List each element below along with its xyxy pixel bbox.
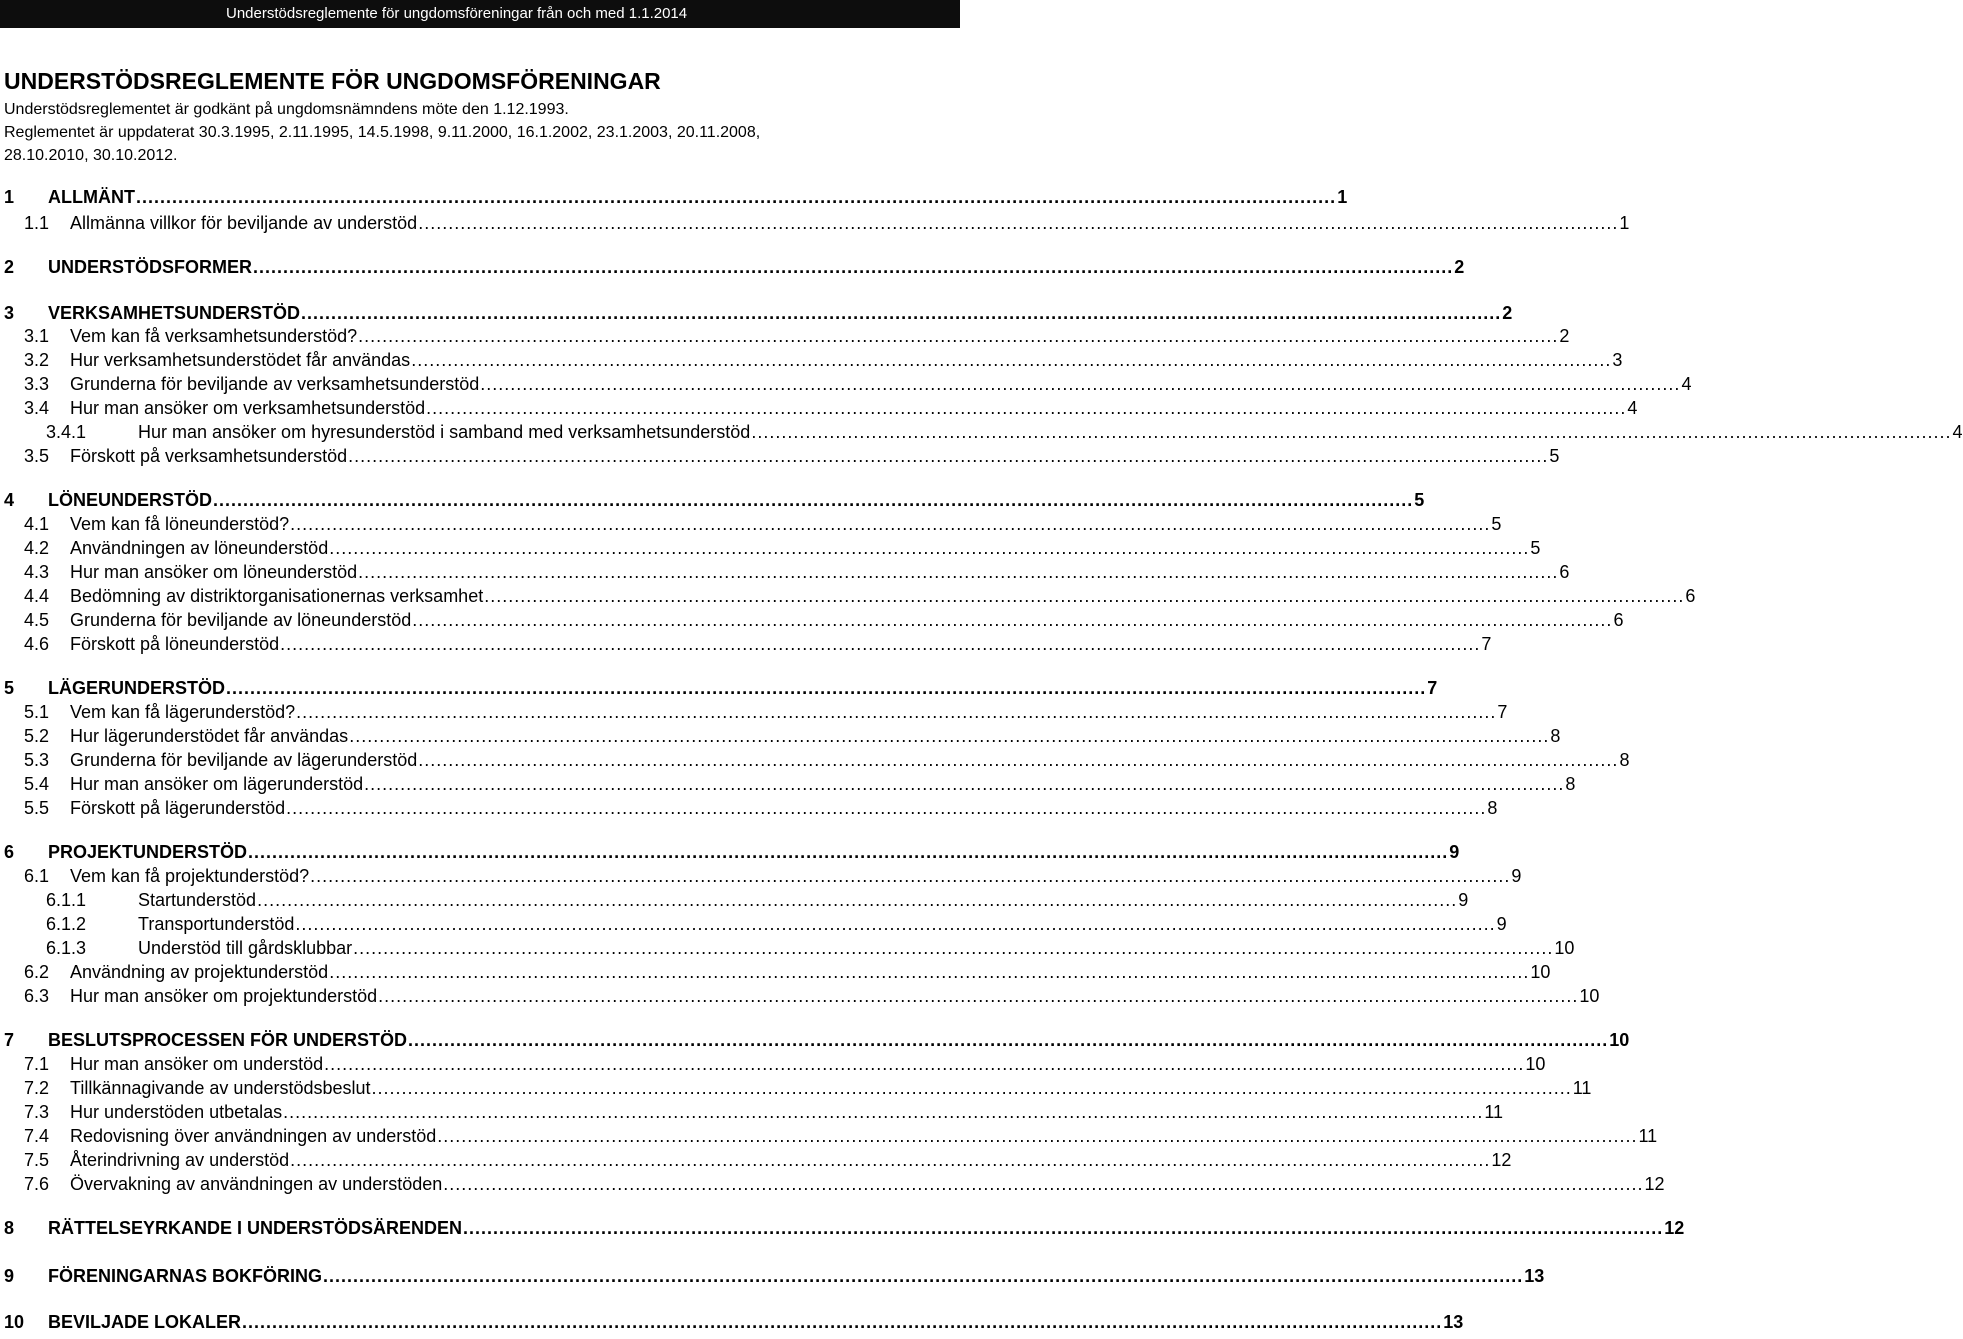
- toc-entry-title: Vem kan få löneunderstöd?: [70, 514, 290, 534]
- toc-entry-page: 5: [1549, 446, 1560, 466]
- toc-entry-title: BEVILJADE LOKALER: [48, 1312, 242, 1332]
- toc-entry-number: 3: [4, 303, 15, 323]
- toc-entry-number: 2: [4, 257, 15, 277]
- toc-entry-page: 9: [1449, 842, 1460, 862]
- toc-entry-number: 1.1: [24, 213, 50, 233]
- toc-dot-leader: ........................................................................................................................................................................................................: [348, 446, 1549, 466]
- toc-entry-number: 6.1.1: [46, 890, 87, 910]
- toc-entry-title: Hur understöden utbetalas: [70, 1102, 283, 1122]
- update-note-continued: 28.10.2010, 30.10.2012.: [4, 147, 178, 164]
- toc-entry-title: Redovisning över användningen av understöd: [70, 1126, 437, 1146]
- toc-dot-leader: ........................................................................................................................................................................................................: [371, 1078, 1572, 1098]
- toc-entry-title: Bedömning av distriktorganisationernas verksamhet: [70, 586, 484, 606]
- toc-entry-number: 10: [4, 1312, 25, 1332]
- toc-dot-leader: ........................................................................................................................................................................................................: [226, 678, 1427, 698]
- toc-entry-title: Vem kan få projektunderstöd?: [70, 866, 310, 886]
- toc-entry-page: 10: [1579, 986, 1600, 1006]
- toc-entry-page: 8: [1550, 726, 1561, 746]
- toc-dot-leader: ........................................................................................................................................................................................................: [329, 538, 1530, 558]
- toc-entry[interactable]: [0, 349, 1623, 371]
- toc-entry-title: Förskott på lägerunderstöd: [70, 798, 286, 818]
- toc-entry-number: 4: [4, 490, 15, 510]
- toc-entry-number: 5.5: [24, 798, 50, 818]
- toc-entry-title: VERKSAMHETSUNDERSTÖD: [48, 303, 301, 323]
- toc-entry-page: 8: [1565, 774, 1576, 794]
- toc-entry[interactable]: [0, 212, 1630, 234]
- approval-note: Understödsreglementet är godkänt på ungdomsnämndens möte den 1.12.1993.: [4, 101, 569, 118]
- toc-entry-number: 6: [4, 842, 15, 862]
- toc-entry-title: Förskott på löneunderstöd: [70, 634, 280, 654]
- toc-entry[interactable]: [0, 186, 1348, 208]
- toc-dot-leader: ........................................................................................................................................................................................................: [296, 702, 1497, 722]
- toc-entry-title: Hur man ansöker om projektunderstöd: [70, 986, 378, 1006]
- toc-dot-leader: ........................................................................................................................................................................................................: [463, 1218, 1664, 1238]
- toc-entry-title: LÖNEUNDERSTÖD: [48, 490, 213, 510]
- toc-entry-number: 8: [4, 1218, 15, 1238]
- toc-entry-page: 4: [1681, 374, 1692, 394]
- toc-entry-page: 13: [1524, 1266, 1545, 1286]
- toc-dot-leader: ........................................................................................................................................................................................................: [349, 726, 1550, 746]
- toc-entry-page: 9: [1496, 914, 1507, 934]
- toc-entry[interactable]: [0, 537, 1541, 559]
- toc-dot-leader: ........................................................................................................................................................................................................: [257, 890, 1458, 910]
- toc-dot-leader: ........................................................................................................................................................................................................: [480, 374, 1681, 394]
- toc-dot-leader: ........................................................................................................................................................................................................: [323, 1266, 1524, 1286]
- toc-entry[interactable]: [0, 913, 1507, 935]
- toc-dot-leader: ........................................................................................................................................................................................................: [248, 842, 1449, 862]
- toc-entry-page: 11: [1484, 1102, 1504, 1122]
- running-header-title: Understödsreglemente för ungdomsföreningar från och med 1.1.2014: [226, 5, 688, 22]
- toc-entry-title: Hur man ansöker om understöd: [70, 1054, 324, 1074]
- toc-entry-number: 6.1.2: [46, 914, 87, 934]
- toc-entry-page: 11: [1638, 1126, 1658, 1146]
- toc-entry-number: 5.4: [24, 774, 50, 794]
- toc-entry-title: Startunderstöd: [138, 890, 257, 910]
- toc-entry-number: 7.4: [24, 1126, 50, 1146]
- toc-entry-page: 3: [1612, 350, 1623, 370]
- toc-entry-page: 8: [1487, 798, 1498, 818]
- toc-entry-number: 7.5: [24, 1150, 50, 1170]
- toc-entry-page: 11: [1572, 1078, 1592, 1098]
- toc-entry[interactable]: [0, 725, 1561, 747]
- toc-entry[interactable]: [0, 1265, 1545, 1287]
- toc-dot-leader: ........................................................................................................................................................................................................: [353, 938, 1554, 958]
- toc-dot-leader: ........................................................................................................................................................................................................: [408, 1030, 1609, 1050]
- toc-entry[interactable]: [0, 773, 1576, 795]
- toc-entry-number: 4.2: [24, 538, 50, 558]
- toc-entry-page: 9: [1458, 890, 1469, 910]
- toc-entry-number: 3.4.1: [46, 422, 87, 442]
- toc-entry[interactable]: [0, 561, 1570, 583]
- toc-entry-title: Användning av projektunderstöd: [70, 962, 329, 982]
- toc-entry-number: 3.4: [24, 398, 50, 418]
- toc-dot-leader: ........................................................................................................................................................................................................: [329, 962, 1530, 982]
- toc-entry-page: 10: [1525, 1054, 1546, 1074]
- toc-entry-page: 12: [1664, 1218, 1685, 1238]
- toc-entry-title: Grunderna för beviljande av löneunderstöd: [70, 610, 412, 630]
- toc-entry-page: 4: [1627, 398, 1638, 418]
- toc-dot-leader: ........................................................................................................................................................................................................: [253, 257, 1454, 277]
- toc-entry[interactable]: [0, 489, 1425, 511]
- toc-dot-leader: ........................................................................................................................................................................................................: [443, 1174, 1644, 1194]
- toc-entry-page: 2: [1502, 303, 1513, 323]
- toc-entry-title: Hur man ansöker om lägerunderstöd: [70, 774, 364, 794]
- toc-entry-title: Hur man ansöker om verksamhetsunderstöd: [70, 398, 426, 418]
- toc-entry[interactable]: [0, 1125, 1658, 1147]
- toc-dot-leader: ........................................................................................................................................................................................................: [426, 398, 1627, 418]
- toc-entry-page: 9: [1511, 866, 1522, 886]
- toc-entry-page: 5: [1530, 538, 1541, 558]
- toc-entry-page: 1: [1619, 213, 1630, 233]
- toc-entry[interactable]: [0, 445, 1560, 467]
- toc-entry[interactable]: [0, 585, 1696, 607]
- toc-entry-number: 3.1: [24, 326, 50, 346]
- toc-entry-number: 3.5: [24, 446, 50, 466]
- toc-entry-number: 6.1.3: [46, 938, 87, 958]
- toc-entry[interactable]: [0, 749, 1630, 771]
- toc-entry-number: 6.3: [24, 986, 50, 1006]
- toc-entry-number: 5.2: [24, 726, 50, 746]
- toc-entry-title: Hur man ansöker om löneunderstöd: [70, 562, 358, 582]
- toc-entry-page: 2: [1454, 257, 1465, 277]
- toc-entry-page: 8: [1619, 750, 1630, 770]
- toc-entry[interactable]: [0, 841, 1460, 863]
- toc-entry[interactable]: [0, 797, 1498, 819]
- toc-entry-page: 10: [1554, 938, 1575, 958]
- toc-entry[interactable]: [0, 421, 1963, 443]
- toc-entry-page: 7: [1497, 702, 1508, 722]
- document-title: UNDERSTÖDSREGLEMENTE FÖR UNGDOMSFÖRENINGAR: [4, 68, 661, 94]
- toc-dot-leader: ........................................................................................................................................................................................................: [437, 1126, 1638, 1146]
- toc-dot-leader: ........................................................................................................................................................................................................: [358, 326, 1559, 346]
- toc-entry[interactable]: [0, 985, 1600, 1007]
- toc-entry-number: 5.1: [24, 702, 50, 722]
- toc-dot-leader: ........................................................................................................................................................................................................: [280, 634, 1481, 654]
- toc-entry[interactable]: [0, 1101, 1504, 1123]
- toc-entry-title: LÄGERUNDERSTÖD: [48, 678, 226, 698]
- toc-dot-leader: ........................................................................................................................................................................................................: [242, 1312, 1443, 1332]
- toc-entry[interactable]: [0, 513, 1502, 535]
- toc-entry-title: Transportunderstöd: [138, 914, 295, 934]
- toc-dot-leader: ........................................................................................................................................................................................................: [751, 422, 1952, 442]
- toc-entry-page: 6: [1559, 562, 1570, 582]
- toc-entry[interactable]: [0, 1149, 1512, 1171]
- toc-entry-number: 7.2: [24, 1078, 50, 1098]
- toc-entry[interactable]: [0, 633, 1492, 655]
- toc-entry-title: Grunderna för beviljande av verksamhetsunderstöd: [70, 374, 480, 394]
- toc-entry-number: 7.3: [24, 1102, 50, 1122]
- toc-entry[interactable]: [0, 1029, 1630, 1051]
- toc-entry[interactable]: [0, 256, 1465, 278]
- toc-entry-page: 6: [1685, 586, 1696, 606]
- toc-entry[interactable]: [0, 302, 1513, 324]
- toc-entry-title: Hur man ansöker om hyresunderstöd i samband med verksamhetsunderstöd: [138, 422, 751, 442]
- toc-entry-title: UNDERSTÖDSFORMER: [48, 257, 253, 277]
- toc-dot-leader: ........................................................................................................................................................................................................: [295, 914, 1496, 934]
- toc-entry-title: Grunderna för beviljande av lägerunderstöd: [70, 750, 418, 770]
- toc-entry-title: Återindrivning av understöd: [70, 1150, 290, 1170]
- toc-dot-leader: ........................................................................................................................................................................................................: [135, 187, 1337, 207]
- toc-entry-number: 4.6: [24, 634, 50, 654]
- toc-entry[interactable]: [0, 937, 1575, 959]
- toc-entry[interactable]: [0, 889, 1469, 911]
- toc-entry-title: FÖRENINGARNAS BOKFÖRING: [48, 1266, 322, 1286]
- toc-entry-number: 5.3: [24, 750, 50, 770]
- toc-dot-leader: ........................................................................................................................................................................................................: [324, 1054, 1525, 1074]
- toc-entry-title: Understöd till gårdsklubbar: [138, 938, 353, 958]
- toc-entry[interactable]: [0, 1077, 1592, 1099]
- toc-entry[interactable]: [0, 1173, 1665, 1195]
- toc-entry-number: 3.2: [24, 350, 50, 370]
- toc-entry-page: 1: [1337, 187, 1348, 207]
- toc-entry-number: 1: [4, 187, 15, 207]
- toc-entry-number: 4.3: [24, 562, 50, 582]
- update-note: Reglementet är uppdaterat 30.3.1995, 2.11.1995, 14.5.1998, 9.11.2000, 16.1.2002, 23.1.2003, 20.11.2008,: [4, 124, 761, 141]
- toc-entry-number: 6.2: [24, 962, 50, 982]
- toc-entry-page: 7: [1481, 634, 1492, 654]
- toc-entry-number: 7.1: [24, 1054, 50, 1074]
- toc-entry-title: Vem kan få lägerunderstöd?: [70, 702, 296, 722]
- toc-entry-title: Vem kan få verksamhetsunderstöd?: [70, 326, 358, 346]
- toc-entry-number: 5: [4, 678, 15, 698]
- toc-entry[interactable]: [0, 865, 1522, 887]
- toc-entry[interactable]: [0, 325, 1570, 347]
- toc-entry-number: 7: [4, 1030, 15, 1050]
- toc-dot-leader: ........................................................................................................................................................................................................: [283, 1102, 1484, 1122]
- toc-entry-title: Tillkännagivande av understödsbeslut: [70, 1078, 371, 1098]
- toc-entry-page: 12: [1644, 1174, 1665, 1194]
- toc-entry-number: 6.1: [24, 866, 50, 886]
- toc-entry-page: 10: [1530, 962, 1551, 982]
- toc-entry-number: 4.1: [24, 514, 50, 534]
- toc-entry[interactable]: [0, 1053, 1546, 1075]
- toc-entry-title: Förskott på verksamhetsunderstöd: [70, 446, 348, 466]
- toc-entry-title: RÄTTELSEYRKANDE I UNDERSTÖDSÄRENDEN: [48, 1218, 463, 1238]
- toc-entry-title: BESLUTSPROCESSEN FÖR UNDERSTÖD: [48, 1030, 408, 1050]
- toc-dot-leader: ........................................................................................................................................................................................................: [358, 562, 1559, 582]
- toc-dot-leader: ........................................................................................................................................................................................................: [378, 986, 1579, 1006]
- toc-dot-leader: ........................................................................................................................................................................................................: [290, 1150, 1491, 1170]
- toc-entry-number: 7.6: [24, 1174, 50, 1194]
- toc-dot-leader: ........................................................................................................................................................................................................: [412, 610, 1613, 630]
- toc-dot-leader: ........................................................................................................................................................................................................: [418, 750, 1619, 770]
- toc-entry-page: 5: [1491, 514, 1502, 534]
- toc-dot-leader: ........................................................................................................................................................................................................: [364, 774, 1565, 794]
- toc-entry-title: ALLMÄNT: [48, 187, 135, 207]
- toc-entry[interactable]: [0, 701, 1508, 723]
- toc-entry-page: 6: [1613, 610, 1624, 630]
- toc-entry-page: 4: [1952, 422, 1963, 442]
- toc-dot-leader: ........................................................................................................................................................................................................: [411, 350, 1612, 370]
- toc-dot-leader: ........................................................................................................................................................................................................: [310, 866, 1511, 886]
- toc-dot-leader: ........................................................................................................................................................................................................: [286, 798, 1487, 818]
- toc-entry[interactable]: [0, 397, 1638, 419]
- toc-entry-page: 5: [1414, 490, 1425, 510]
- toc-entry-title: Hur verksamhetsunderstödet får användas: [70, 350, 411, 370]
- toc-entry-page: 10: [1609, 1030, 1630, 1050]
- toc-entry[interactable]: [0, 1311, 1464, 1333]
- toc-entry-number: 4.4: [24, 586, 50, 606]
- toc-entry[interactable]: [0, 961, 1551, 983]
- toc-entry-page: 2: [1559, 326, 1570, 346]
- toc-entry-title: Allmänna villkor för beviljande av understöd: [70, 213, 418, 233]
- toc-entry-page: 12: [1491, 1150, 1512, 1170]
- toc-dot-leader: ........................................................................................................................................................................................................: [290, 514, 1491, 534]
- toc-dot-leader: ........................................................................................................................................................................................................: [418, 213, 1619, 233]
- toc-dot-leader: ........................................................................................................................................................................................................: [301, 303, 1502, 323]
- toc-entry-number: 4.5: [24, 610, 50, 630]
- toc-entry-page: 7: [1427, 678, 1438, 698]
- toc-entry-title: Hur lägerunderstödet får användas: [70, 726, 349, 746]
- toc-entry-number: 3.3: [24, 374, 50, 394]
- toc-dot-leader: ........................................................................................................................................................................................................: [213, 490, 1414, 510]
- toc-entry-number: 9: [4, 1266, 15, 1286]
- toc-entry-title: Användningen av löneunderstöd: [70, 538, 329, 558]
- toc-dot-leader: ........................................................................................................................................................................................................: [484, 586, 1685, 606]
- toc-entry-title: Övervakning av användningen av understöden: [70, 1174, 443, 1194]
- toc-entry[interactable]: [0, 373, 1692, 395]
- toc-entry-title: PROJEKTUNDERSTÖD: [48, 842, 248, 862]
- toc-entry[interactable]: [0, 677, 1438, 699]
- toc-entry[interactable]: [0, 1217, 1685, 1239]
- toc-entry[interactable]: [0, 609, 1624, 631]
- toc-entry-page: 13: [1443, 1312, 1464, 1332]
